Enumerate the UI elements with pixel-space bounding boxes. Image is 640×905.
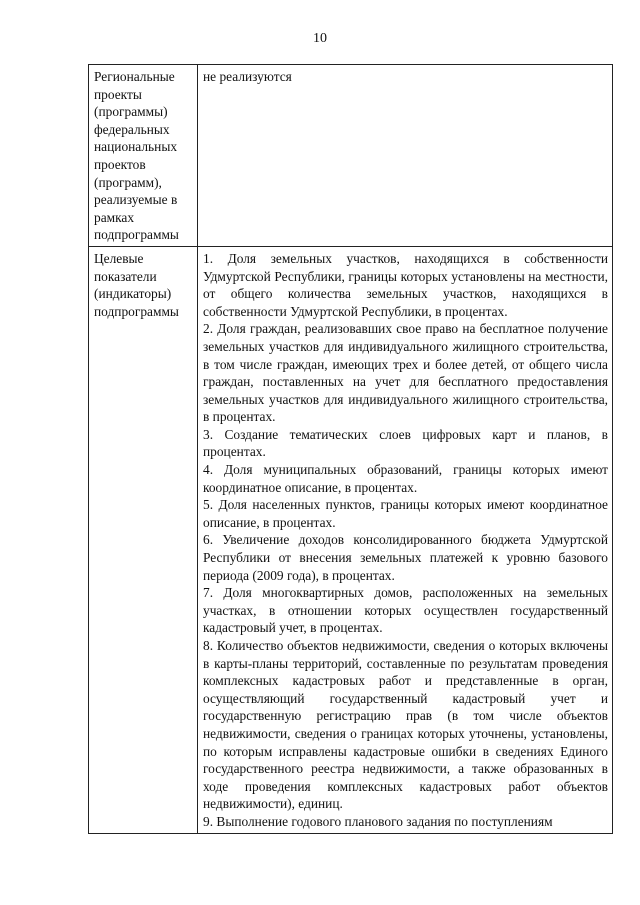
row-label-target-indicators: Целевые показатели (индикаторы) подпрограммы (89, 246, 198, 833)
row-value-regional-projects: не реализуются (198, 65, 613, 247)
indicator-item-3: 3. Создание тематических слоев цифровых карт и планов, в процентах. (203, 426, 608, 460)
indicator-item-6: 6. Увеличение доходов консолидированного бюджета Удмуртской Республики от внесения земельных платежей к уровню базового периода (2009 года), в процентах. (203, 532, 608, 583)
indicator-item-8: 8. Количество объектов недвижимости, сведения о которых включены в карты-планы территорий, составленные по результатам проведения комплексных кадастровых работ и представленные в орган, осуществляющий государственный кадастровый учет и государственную регистрацию прав (в том числе объектов недвижимости, сведения о границах которых уточнены, установлены, по которым исправлены кадастровые ошибки в сведениях Единого государственного реестра недвижимости, а также образованных в ходе проведения комплексных кадастровых работ объектов недвижимости), единиц. (203, 638, 608, 812)
row-label-regional-projects: Региональные проекты (программы) федеральных национальных проектов (программ), реализуемые в рамках подпрограммы (89, 65, 198, 247)
indicator-item-7: 7. Доля многоквартирных домов, расположенных на земельных участках, в отношении которых осуществлен государственный кадастровый учет, в процентах. (203, 585, 608, 636)
table-row (89, 65, 613, 247)
page-number: 10 (313, 31, 327, 46)
indicator-item-4: 4. Доля муниципальных образований, границы которых имеют координатное описание, в процентах. (203, 462, 608, 495)
indicator-item-9: 9. Выполнение годового планового задания по поступлениям (203, 813, 553, 829)
indicator-item-1: 1. Доля земельных участков, находящихся в собственности Удмуртской Республики, границы которых установлены на местности, от общего количества земельных участков, находящихся в собственности Удмуртской Республики, в процентах. (203, 250, 608, 319)
table-row (89, 246, 613, 833)
row-value-target-indicators (198, 246, 613, 833)
subprogram-passport-table (88, 64, 613, 834)
indicator-item-5: 5. Доля населенных пунктов, границы которых имеют координатное описание, в процентах. (203, 497, 608, 530)
indicator-item-2: 2. Доля граждан, реализовавших свое право на бесплатное получение земельных участков для индивидуального жилищного строительства, в том числе граждан, имеющих трех и более детей, от общего числа граждан, поставленных на учет для бесплатного предоставления земельных участков для индивидуального жилищного строительства, в процентах. (203, 321, 608, 425)
